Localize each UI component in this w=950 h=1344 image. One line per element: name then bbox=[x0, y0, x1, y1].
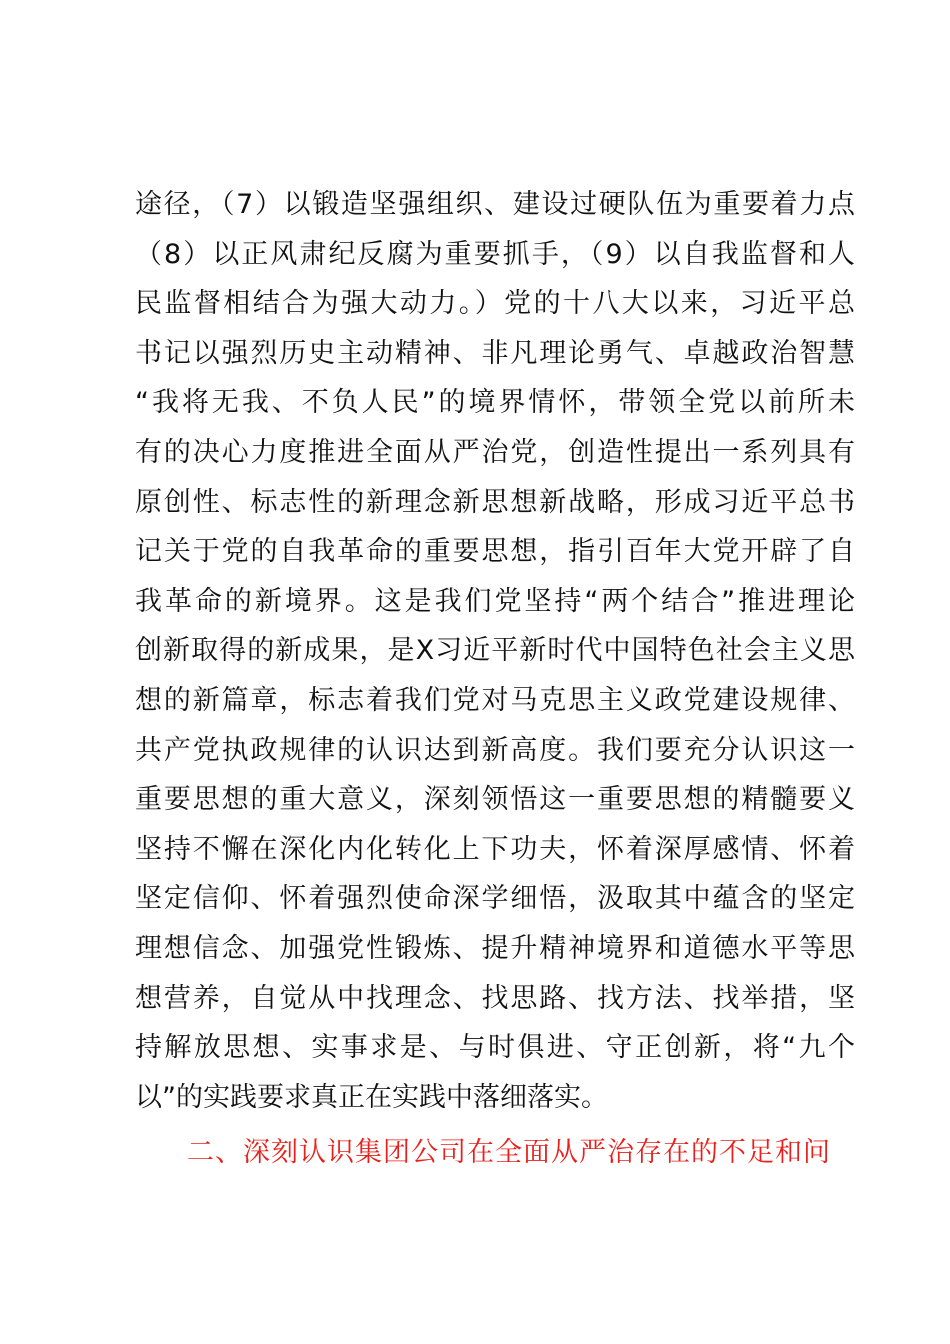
paragraph-line: 共产党执政规律的认识达到新高度。我们要充分认识这一 bbox=[135, 734, 855, 766]
paragraph-line: 创新取得的新成果，是X习近平新时代中国特色社会主义思 bbox=[135, 635, 855, 667]
paragraph-line: 记关于党的自我革命的重要思想，指引百年大党开辟了自 bbox=[135, 536, 855, 568]
paragraph-line: 民监督相结合为强大动力。）党的十八大以来，习近平总 bbox=[135, 288, 855, 320]
paragraph-line: 想营养，自觉从中找理念、找思路、找方法、找举措，坚 bbox=[135, 982, 855, 1014]
paragraph-line: 坚持不懈在深化内化转化上下功夫，怀着深厚感情、怀着 bbox=[135, 833, 855, 865]
paragraph-line: 理想信念、加强党性锻炼、提升精神境界和道德水平等思 bbox=[135, 932, 855, 964]
section-heading: 二、深刻认识集团公司在全面从严治存在的不足和问 bbox=[187, 1137, 831, 1168]
paragraph-line: 重要思想的重大意义，深刻领悟这一重要思想的精髓要义 bbox=[135, 784, 855, 816]
paragraph-line: 原创性、标志性的新理念新思想新战略，形成习近平总书 bbox=[135, 486, 855, 518]
paragraph-line: 坚定信仰、怀着强烈使命深学细悟，汲取其中蕴含的坚定 bbox=[135, 883, 855, 915]
paragraph-line: 书记以强烈历史主动精神、非凡理论勇气、卓越政治智慧 bbox=[135, 337, 855, 369]
paragraph-line: 持解放思想、实事求是、与时俱进、守正创新，将“九个 bbox=[135, 1032, 855, 1064]
body-paragraph bbox=[135, 180, 855, 1122]
paragraph-line: 想的新篇章，标志着我们党对马克思主义政党建设规律、 bbox=[135, 684, 855, 716]
paragraph-line: “我将无我、不负人民”的境界情怀，带领全党以前所未 bbox=[135, 387, 855, 419]
paragraph-line: 途径，（7）以锻造坚强组织、建设过硬队伍为重要着力点 bbox=[135, 189, 855, 220]
paragraph-line: 有的决心力度推进全面从严治党，创造性提出一系列具有 bbox=[135, 436, 855, 468]
paragraph-line: （8）以正风肃纪反腐为重要抓手，（9）以自我监督和人 bbox=[135, 238, 855, 270]
paragraph-line: 以”的实践要求真正在实践中落细落实。 bbox=[135, 1081, 608, 1113]
paragraph-line: 我革命的新境界。这是我们党坚持“两个结合”推进理论 bbox=[135, 585, 855, 617]
